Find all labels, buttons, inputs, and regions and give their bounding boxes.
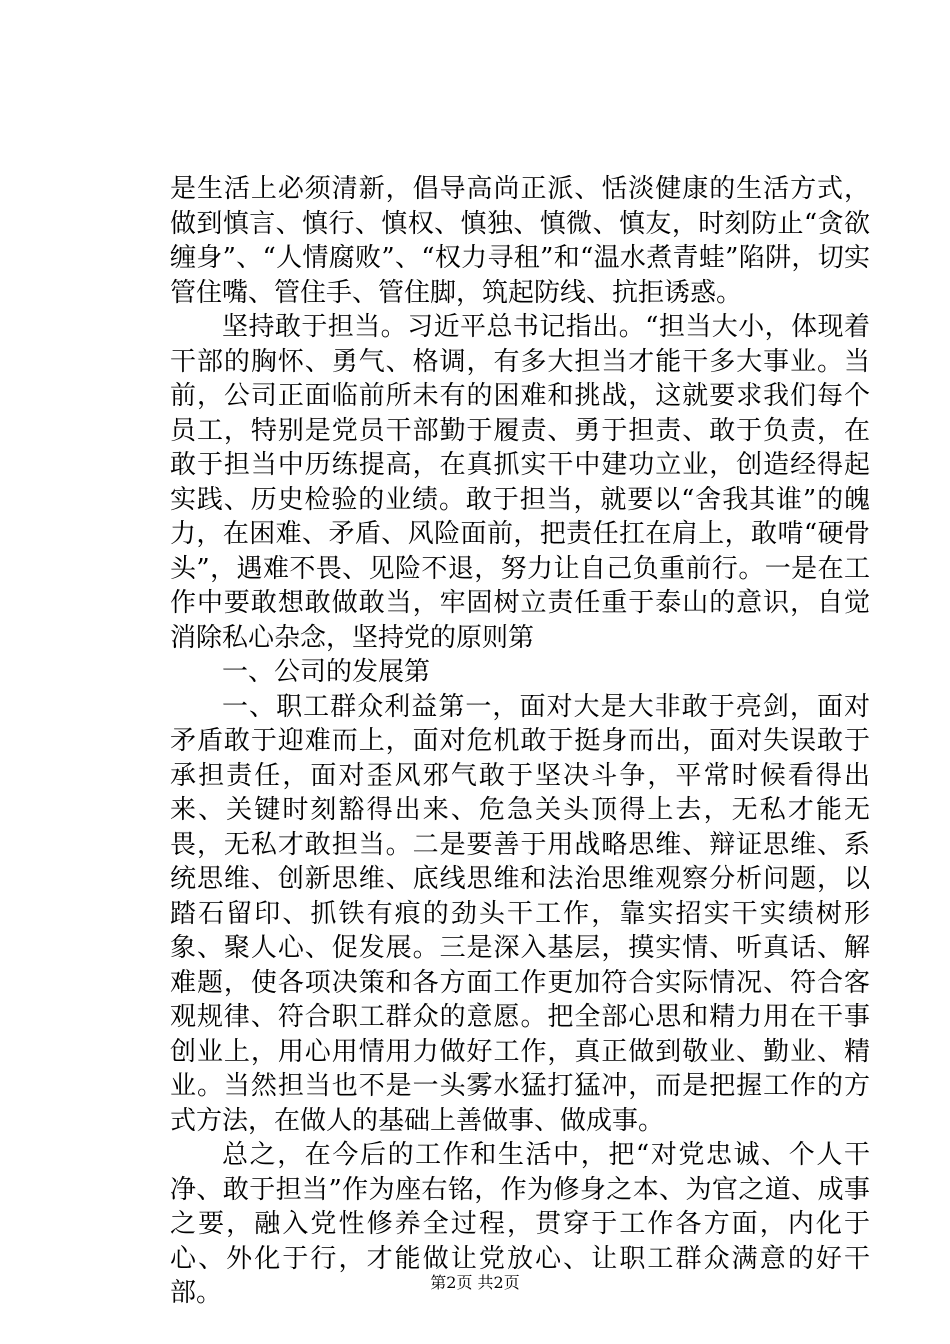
paragraph-conclusion: 总之，在今后的工作和生活中，把“对党忠诚、个人干净、敢于担当”作为座右铭，作为修身之本、为官之道、成事之要，融入党性修养全过程，贯穿于工作各方面，内化于心、外化于行，才能做让党放心、让职工群众满意的好干部。 xyxy=(170,1140,870,1308)
paragraph-worker-interests: 一、职工群众利益第一，面对大是大非敢于亮剑，面对矛盾敢于迎难而上，面对危机敢于挺身而出，面对失误敢于承担责任，面对歪风邪气敢于坚决斗争，平常时候看得出来、关键时刻豁得出来、危急关头顶得上去，无私才能无畏，无私才敢担当。二是要善于用战略思维、辩证思维、系统思维、创新思维、底线思维和法治思维观察分析问题，以踏石留印、抓铁有痕的劲头干工作，靠实招实干实绩树形象、聚人心、促发展。三是深入基层，摸实情、听真话、解难题，使各项决策和各方面工作更加符合实际情况、符合客观规律、符合职工群众的意愿。把全部心思和精力用在干事创业上，用心用情用力做好工作，真正做到敬业、勤业、精业。当然担当也不是一头雾水猛打猛冲，而是把握工作的方式方法，在做人的基础上善做事、做成事。 xyxy=(170,691,870,1136)
paragraph-take-responsibility: 坚持敢于担当。习近平总书记指出。“担当大小，体现着干部的胸怀、勇气、格调，有多大担当才能干多大事业。当前，公司正面临前所未有的困难和挑战，这就要求我们每个员工，特别是党员干部勤于履责、勇于担责、敢于负责，在敢于担当中历练提高，在真抓实干中建功立业，创造经得起实践、历史检验的业绩。敢于担当，就要以“舍我其谁”的魄力，在困难、矛盾、风险面前，把责任扛在肩上，敢啃“硬骨头”，遇难不畏、见险不退，努力让自己负重前行。一是在工作中要敢想敢做敢当，牢固树立责任重于泰山的意识，自觉消除私心杂念，坚持党的原则第 xyxy=(170,312,870,653)
paragraph-continuation: 是生活上必须清新，倡导高尚正派、恬淡健康的生活方式，做到慎言、慎行、慎权、慎独、慎微、慎友，时刻防止“贪欲缠身”、“人情腐败”、“权力寻租”和“温水煮青蛙”陷阱，切实管住嘴、管住手、管住脚，筑起防线、抗拒诱惑。 xyxy=(170,174,870,308)
page-number-footer: 第2页 共2页 xyxy=(430,1273,520,1292)
paragraph-company-development: 一、公司的发展第 xyxy=(222,657,431,687)
document-body xyxy=(170,172,870,1311)
